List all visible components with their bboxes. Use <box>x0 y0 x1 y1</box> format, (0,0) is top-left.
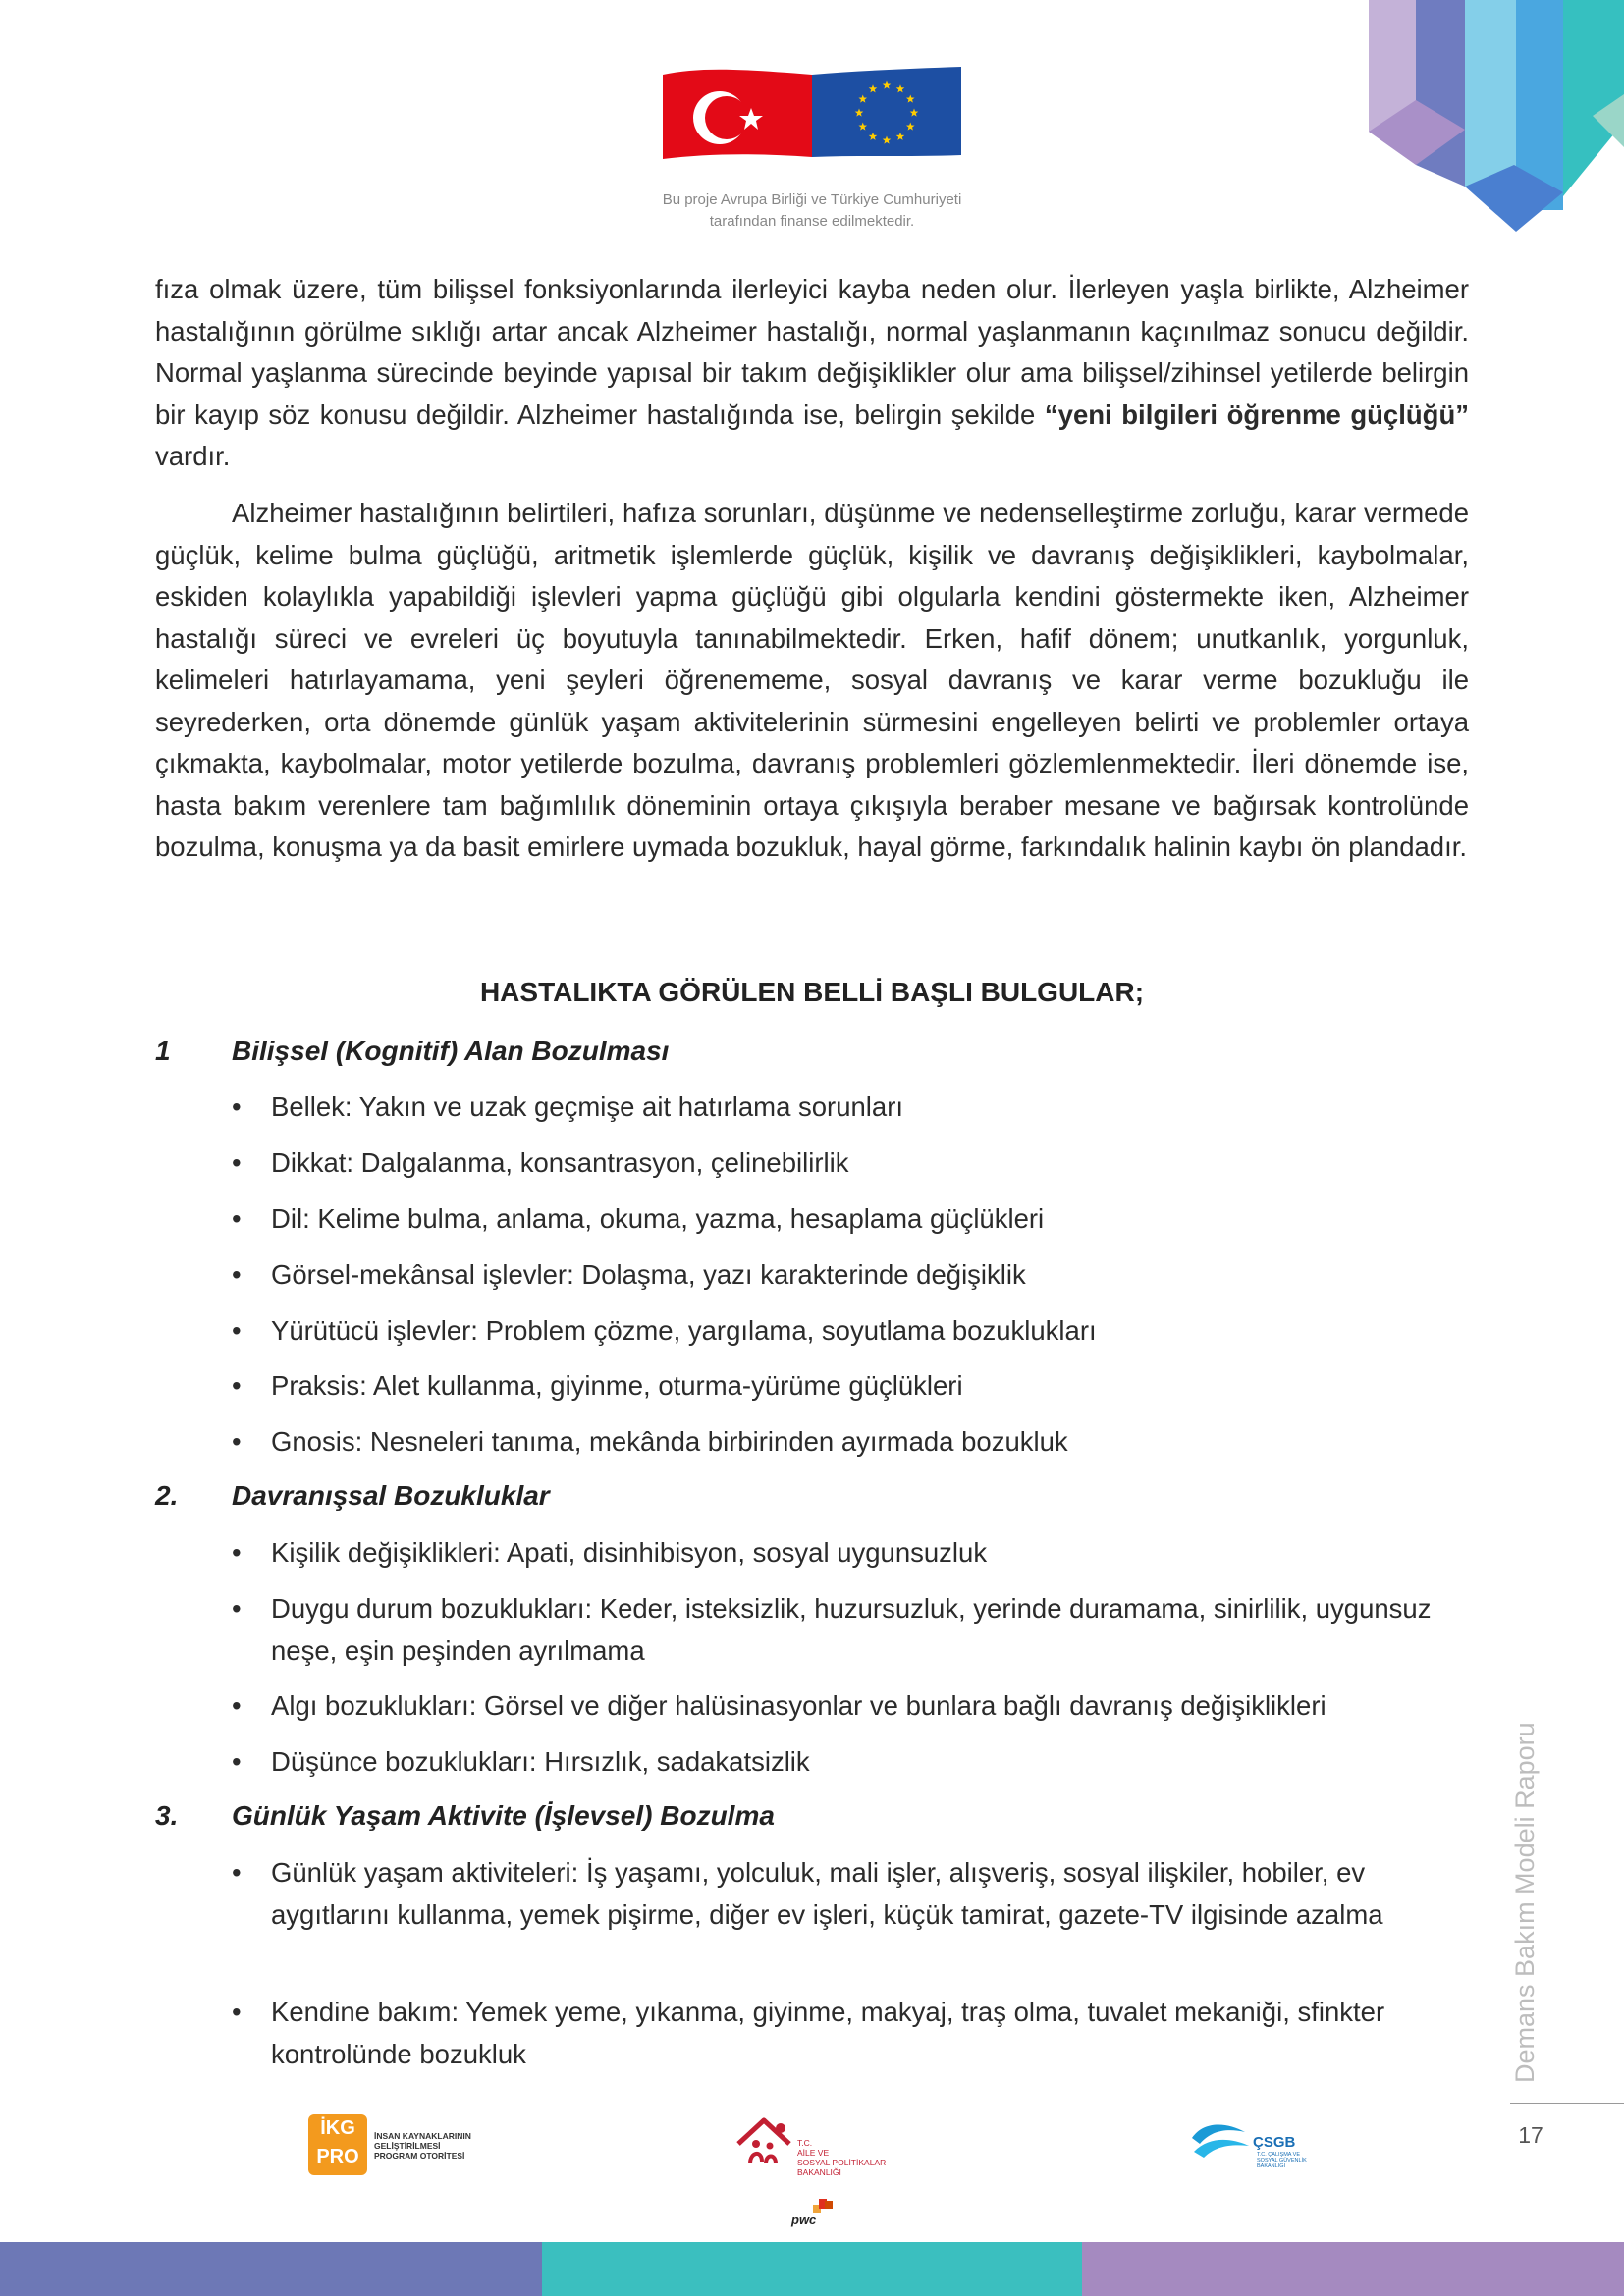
ikg-mark-text: İKG <box>320 2117 355 2139</box>
bullet-icon: • <box>232 1370 242 1401</box>
list-item-text: Görsel-mekânsal işlevler: Dolaşma, yazı karakterinde değişiklik <box>271 1259 1026 1290</box>
list-item <box>232 1087 1469 1129</box>
list-item-text: Kişilik değişiklikleri: Apati, disinhibisyon, sosyal uygunsuzluk <box>271 1537 988 1568</box>
paragraph-2: Alzheimer hastalığının belirtileri, hafıza sorunları, düşünme ve nedenselleştirme zorluğu, karar vermede güçlük, kelime bulma güçlüğü, aritmetik işlemlerde güçlük, kişilik ve davranış değişiklikleri, kaybolmalar, eskiden kolaylıkla yapabildiği işlevleri yapma güçlüğü gibi olgularla kendini göstermekte iken, Alzheimer hastalığı süreci ve evreleri üç boyutuyla tanınabilmektedir. Erken, hafif dönem; unutkanlık, yorgunluk, kelimeleri hatırlayamama, yeni şeyleri öğrenememe, sosyal davranış ve karar verme bozukluğu ile seyrederken, orta dönemde günlük yaşam aktivitelerinin sürmesini engelleyen belirti ve problemler ortaya çıkmakta, kaybolmalar, motor yetilerde bozulma, davranış problemleri gözlemlenmektedir. İleri dönemde ise, hasta bakım verenlere tam bağımlılık döneminin ortaya çıkışıyla beraber mesane ve bağırsak kontrolünde bozulma, konuşma ya da basit emirlere uymada bozukluk, hayal görme, farkındalık halinin kaybı ön plandadır. <box>155 498 1469 862</box>
list-item <box>232 1310 1469 1353</box>
section-title: Bilişsel (Kognitif) Alan Bozulması <box>232 1036 670 1066</box>
pwc-mark-icon <box>811 2197 839 2213</box>
bullet-icon: • <box>232 1537 242 1568</box>
section-number: 2. <box>155 1480 179 1511</box>
ikg-name <box>374 2131 471 2161</box>
list-item-text: Praksis: Alet kullanma, giyinme, oturma-yürüme güçlükleri <box>271 1370 963 1401</box>
findings-heading: HASTALIKTA GÖRÜLEN BELLİ BAŞLI BULGULAR; <box>479 977 1145 1007</box>
list-item-text: Gnosis: Nesneleri tanıma, mekânda birbirinden ayırmada bozukluk <box>271 1426 1068 1457</box>
csgb-name-line: T.C. ÇALIŞMA VE <box>1257 2152 1301 2158</box>
asp-name-line: AİLE VE <box>797 2148 830 2158</box>
family-house-icon <box>734 2114 795 2169</box>
csgb-name-line: SOSYAL GÜVENLİK <box>1257 2158 1307 2163</box>
bullet-icon: • <box>232 1690 242 1721</box>
list-item-text: Duygu durum bozuklukları: Keder, isteksizlik, huzursuzluk, yerinde duramama, sinirlilik, uygunsuz neşe, eşin peşinden ayrılmama <box>271 1593 1432 1666</box>
pwc-logo <box>791 2197 837 2228</box>
csgb-name <box>1257 2152 1307 2169</box>
bullet-icon: • <box>232 1426 242 1457</box>
list-item <box>232 1992 1469 2075</box>
funding-caption <box>628 189 996 233</box>
funding-caption-line1: Bu proje Avrupa Birliği ve Türkiye Cumhuriyeti <box>662 191 962 208</box>
bullet-icon: • <box>232 1148 242 1178</box>
ikg-pro-logo <box>308 2114 475 2175</box>
list-item <box>232 1852 1469 1936</box>
list-item-text: Yürütücü işlevler: Problem çözme, yargılama, soyutlama bozuklukları <box>271 1315 1097 1346</box>
ikg-name-line: GELİŞTİRİLMESİ <box>374 2141 441 2151</box>
csgb-name-line: BAKANLIĞI <box>1257 2163 1286 2169</box>
pro-mark-text: PRO <box>316 2146 359 2167</box>
list-item-text: Düşünce bozuklukları: Hırsızlık, sadakatsizlik <box>271 1746 810 1777</box>
section-title: Davranışsal Bozukluklar <box>232 1480 550 1511</box>
pwc-wordmark: pwc <box>791 2213 817 2227</box>
paragraph-1-bold: “yeni bilgileri öğrenme güçlüğü” <box>1044 399 1470 430</box>
crescent-inner <box>705 96 748 139</box>
page-number-divider <box>1510 2103 1624 2104</box>
list-item-text: Dikkat: Dalgalanma, konsantrasyon, çelinebilirlik <box>271 1148 849 1178</box>
paragraph-1-end: vardır. <box>155 441 231 471</box>
tr-eu-flags <box>661 67 963 165</box>
list-item-text: Algı bozuklukları: Görsel ve diğer halüsinasyonlar ve bunlara bağlı davranış değişiklikleri <box>271 1690 1326 1721</box>
list-item <box>232 1255 1469 1297</box>
asp-name-line: SOSYAL POLİTİKALAR <box>797 2158 887 2167</box>
bullet-icon: • <box>232 1857 242 1888</box>
paragraph-1-text: fıza olmak üzere, tüm bilişsel fonksiyonlarında ilerleyici kayba neden olur. İlerleyen yaşla birlikte, Alzheimer hastalığının görülme sıklığı artar ancak Alzheimer hastalığı, normal yaşlanmanın kaçınılmaz sonucu değildir. Normal yaşlanma sürecinde beyinde yapısal bir takım değişiklikler olur ama bilişsel/zihinsel yetilerde belirgin bir kayıp söz konusu değildir. Alzheimer hastalığında ise, belirgin şekilde <box>155 274 1469 430</box>
bullet-icon: • <box>232 1092 242 1122</box>
eu-flag <box>812 67 961 157</box>
asp-name-line: T.C. <box>797 2138 813 2148</box>
ikg-name-line: PROGRAM OTORİTESİ <box>374 2151 465 2161</box>
ikg-name-line: İNSAN KAYNAKLARININ <box>374 2131 471 2141</box>
ikg-pro-mark <box>308 2114 367 2175</box>
list-item <box>232 1588 1469 1672</box>
page-number: 17 <box>1518 2122 1543 2148</box>
list-item-text: Bellek: Yakın ve uzak geçmişe ait hatırlama sorunları <box>271 1092 904 1122</box>
footer-bar-middle <box>542 2242 1082 2296</box>
list-item-text: Dil: Kelime bulma, anlama, okuma, yazma, hesaplama güçlükleri <box>271 1203 1045 1234</box>
bullet-icon: • <box>232 1259 242 1290</box>
asp-ministry-logo <box>734 2110 892 2179</box>
list-item <box>232 1741 1469 1784</box>
footer-bar-left <box>0 2242 542 2296</box>
report-title: Demans Bakım Modeli Raporu <box>1510 1722 1540 2083</box>
list-item <box>232 1532 1469 1575</box>
csgb-ministry-logo <box>1188 2112 1326 2173</box>
csgb-abbr: ÇSGB <box>1253 2134 1296 2151</box>
bullet-icon: • <box>232 1997 242 2027</box>
list-item <box>232 1143 1469 1185</box>
bullet-icon: • <box>232 1315 242 1346</box>
footer-bar-right <box>1082 2242 1624 2296</box>
corner-decoration <box>1369 0 1624 236</box>
list-item <box>232 1365 1469 1408</box>
asp-name-line: BAKANLIĞI <box>797 2167 841 2177</box>
bullet-icon: • <box>232 1593 242 1624</box>
bullet-icon: • <box>232 1203 242 1234</box>
asp-name <box>797 2138 886 2177</box>
bullet-icon: • <box>232 1746 242 1777</box>
paragraph-1 <box>155 269 1469 478</box>
list-item <box>232 1199 1469 1241</box>
section-number: 3. <box>155 1800 179 1831</box>
list-item-text: Kendine bakım: Yemek yeme, yıkanma, giyinme, makyaj, traş olma, tuvalet mekaniği, sfinkter kontrolünde bozukluk <box>271 1997 1385 2069</box>
list-item-text: Günlük yaşam aktiviteleri: İş yaşamı, yolculuk, mali işler, alışveriş, sosyal ilişkiler, hobiler, ev aygıtlarını kullanma, yemek pişirme, diğer ev işleri, küçük tamirat, gazete-TV ilgisinde azalma <box>271 1857 1383 1930</box>
section-number: 1 <box>155 1036 171 1066</box>
list-item <box>232 1421 1469 1464</box>
csgb-swoosh-icon <box>1188 2118 1253 2162</box>
funding-caption-line2: tarafından finanse edilmektedir. <box>709 213 915 230</box>
list-item <box>232 1685 1469 1728</box>
section-title: Günlük Yaşam Aktivite (İşlevsel) Bozulma <box>232 1800 775 1831</box>
